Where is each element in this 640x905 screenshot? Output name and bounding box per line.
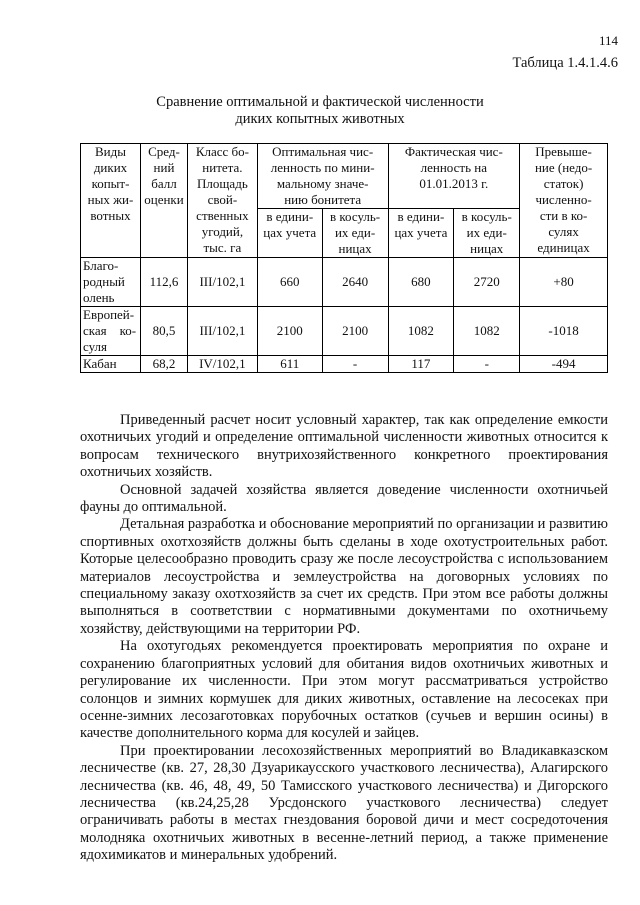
cell-excess: +80 [520,258,608,307]
paragraph: Детальная разработка и обоснование мероприятий по организации и развитию спортивных охотхозяйств должны быть сделаны в ходе охотустроительных работ. Которые целесообразно проводить сразу же после лесоустройства с использованием материалов лесоустройства и землеустройства на договорных условиях по специальному заказу охотхозяйств за счет их средств. При этом все работы должны выполняться в соответствии с нормативными документами по охотничьему хозяйству, действующими на территории РФ. [80,516,608,637]
header-actual: Фактическая чис- ленность на 01.01.2013 г. [388,144,520,209]
paragraph: При проектировании лесохозяйственных мероприятий во Владикавказском лесничестве (кв. 27, 28,30 Дзуарикаусского участкового лесничества), Алагирского лесничества (кв. 46, 48, 49, 50 Тамисского участкового лесничества) и Дигорского лесничества (кв.24,25,28 Урсдонского участкового лесничества) следует ограничивать работы в местах гнездования боровой дичи и мест сосредоточения молодняка охотничьих животных в весенне-летний период, а также применение ядохимикатов и минеральных удобрений. [80,742,608,864]
header-species: Виды диких копыт- ных жи- вотных [81,144,141,258]
paragraph: Приведенный расчет носит условный характер, так как определение емкости охотничьих угодий и определение оптимальной численности животных относится к вопросам технического внутрихозяйственного конкретного проектирования охотничьих хозяйств. [80,412,608,481]
table-row [81,356,608,373]
caption-line: Сравнение оптимальной и фактической численности [156,94,484,110]
cell-species: Благо- родный олень [81,258,141,307]
cell-avg: 112,6 [140,258,187,307]
table-label: Таблица 1.4.1.4.6 [512,55,618,71]
cell-opt-roe: - [322,356,388,373]
page-number: 114 [598,33,618,48]
cell-opt-units: 611 [257,356,322,373]
game-animals-table [80,143,608,373]
header-excess: Превыше- ние (недо- статок) численно- сти в ко- сулях единицах [520,144,608,258]
cell-fact-roe: 2720 [454,258,520,307]
cell-avg: 80,5 [140,307,187,356]
subheader-fact-roe: в косуль- их еди- ницах [454,209,520,258]
table-row [81,258,608,307]
cell-species: Европей- ская ко- суля [81,307,141,356]
cell-excess: -1018 [520,307,608,356]
cell-fact-units: 1082 [388,307,454,356]
cell-opt-roe: 2100 [322,307,388,356]
cell-excess: -494 [520,356,608,373]
cell-fact-roe: - [454,356,520,373]
cell-fact-roe: 1082 [454,307,520,356]
cell-fact-units: 680 [388,258,454,307]
cell-fact-units: 117 [388,356,454,373]
caption-line: диких копытных животных [235,111,405,127]
paragraph: На охотугодьях рекомендуется проектировать мероприятия по охране и сохранению благоприятных условий для обитания видов охотничьих животных и регулирование их численности. При этом могут рассматриваться устройство солонцов и зимних кормушек для диких животных, оставление на лесосеках при осенне-зимних лесозаготовках порубочных остатков (сучьев и вершин осины) в качестве дополнительного корма для косулей и зайцев. [80,638,608,742]
cell-avg: 68,2 [140,356,187,373]
table-row [81,307,608,356]
subheader-fact-units: в едини- цах учета [388,209,454,258]
header-class-area: Класс бо- нитета. Площадь свой- ственных угодий, тыс. га [187,144,257,258]
cell-class: III/102,1 [187,307,257,356]
subheader-opt-roe: в косуль- их еди- ницах [322,209,388,258]
cell-species: Кабан [81,356,141,373]
cell-opt-roe: 2640 [322,258,388,307]
cell-class: III/102,1 [187,258,257,307]
cell-class: IV/102,1 [187,356,257,373]
table-caption [0,94,640,128]
body-text [80,412,608,865]
cell-opt-units: 660 [257,258,322,307]
header-avg-score: Сред- ний балл оценки [140,144,187,258]
cell-opt-units: 2100 [257,307,322,356]
header-optimal: Оптимальная чис- ленность по мини- мальному значе- нию бонитета [257,144,388,209]
subheader-opt-units: в едини- цах учета [257,209,322,258]
paragraph: Основной задачей хозяйства является доведение численности охотничьей фауны до оптимальной. [80,481,608,516]
